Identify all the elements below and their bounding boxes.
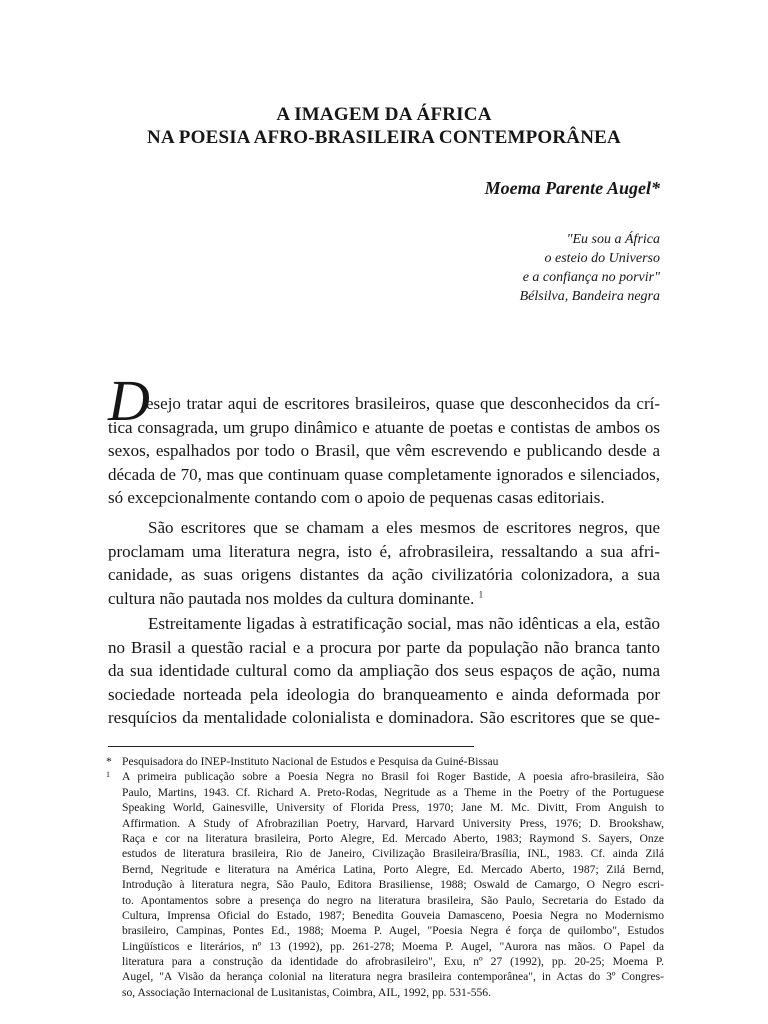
footnote-line: Bernd, Negritude e literatura na América Latina, Porto Alegre, Ed. Mercado Aberto, 1987; Zilá Bernd, bbox=[122, 862, 664, 876]
footnote-line: Paulo, Martins, 1943. Cf. Richard A. Preto-Rodas, Negritude as a Theme in the Poetry of the Portuguese bbox=[122, 785, 664, 799]
epigraph-line: e a confiança no porvir" bbox=[522, 270, 660, 285]
footnote-divider bbox=[108, 746, 474, 747]
footnote-reference[interactable]: 1 bbox=[478, 588, 484, 599]
text-line: década de 70, mas que continuam quase completamente ignorados e silenciados, bbox=[108, 464, 660, 484]
text-line: só excepcionalmente contando com o apoio de pequenas casas editoriais. bbox=[108, 488, 605, 507]
epigraph bbox=[360, 230, 660, 306]
text-line: proclamam uma literatura negra, isto é, afrobrasileira, ressaltando a sua afri- bbox=[108, 541, 660, 561]
text-line: no Brasil a questão racial e a procura por parte da população não branca tanto bbox=[108, 637, 660, 657]
text-line: resquícios da mentalidade colonialista e dominadora. São escritores que se que- bbox=[108, 708, 660, 727]
footnote-line: so, Associação Internacional de Lusitanistas, Coimbra, AIL, 1992, pp. 531-556. bbox=[122, 985, 491, 999]
article-title-line-2: NA POESIA AFRO-BRASILEIRA CONTEMPORÂNEA bbox=[147, 127, 621, 148]
footnote-1 bbox=[108, 769, 664, 1000]
footnote-line: Introdução à literatura negra, São Paulo, Editora Brasiliense, 1988; Oswald de Camargo, O Negro escri- bbox=[122, 878, 664, 892]
footnote-author bbox=[108, 754, 664, 769]
footnote-line: brasileiro, Campinas, Pontes Ed., 1988; Moema P. Augel, "Poesia Negra é força de quilombo", Estudos bbox=[122, 924, 664, 938]
footnote-line: A primeira publicação sobre a Poesia Negra no Brasil foi Roger Bastide, A poesia afro-brasileira, São bbox=[122, 770, 664, 784]
text-line-with-footnote bbox=[108, 587, 660, 611]
footnote-line: Augel, "A Visão da herança colonial na literatura negra brasileira contemporânea", in Actas do 3º Congres- bbox=[122, 970, 664, 984]
footnote-line: Pesquisadora do INEP-Instituto Nacional de Estudos e Pesquisa da Guiné-Bissau bbox=[122, 755, 499, 768]
article-title-line-1: A IMAGEM DA ÁFRICA bbox=[276, 104, 492, 125]
text-line: da sua identidade cultural como da ampliação dos seus espaços de ação, numa bbox=[108, 661, 660, 680]
text-line: tica consagrada, um grupo dinâmico e atuante de poetas e contistas de ambos os bbox=[108, 417, 660, 437]
footnote-line: literatura para a construção da identidade do afrobrasileiro", Exu, nº 27 (1992), pp. 20-25; Moema P. bbox=[122, 955, 664, 969]
footnote-line: Lingüísticos e literários, nº 13 (1992), pp. 261-278; Moema P. Augel, "Aurora nas mãos. O Papel da bbox=[122, 939, 664, 953]
epigraph-line: o esteio do Universo bbox=[544, 251, 660, 266]
text-line: canidade, as suas origens distantes da ação civilizatória colonizadora, a sua bbox=[108, 565, 660, 584]
text-line: sociedade norteada pela ideologia do branqueamento e ainda deformada por bbox=[108, 684, 660, 704]
footnote-line: to. Apontamentos sobre a presença do negro na literatura brasileira, São Paulo, Secretaria do Estado da bbox=[122, 893, 664, 907]
author-name: Moema Parente Augel* bbox=[484, 178, 660, 198]
footnote-mark: * bbox=[106, 755, 112, 768]
footnote-line: Cultura, Imprensa Oficial do Estado, 1987; Benedita Gouveia Damasceno, Poesia Negra no Modernismo bbox=[122, 908, 664, 922]
text-line: esejo tratar aqui de escritores brasileiros, quase que desconhecidos da crí- bbox=[146, 394, 660, 413]
footnotes bbox=[108, 754, 664, 1000]
paragraph-2 bbox=[108, 516, 660, 610]
text-line: Estreitamente ligadas à estratificação social, mas não idênticas a ela, estão bbox=[148, 614, 660, 633]
footnote-line: Affirmation. A Study of Afrobrazilian Poetry, Harvard, Harvard University Press, 1976; D. Brookshaw, bbox=[122, 816, 664, 830]
drop-cap: D bbox=[108, 368, 150, 433]
footnote-line: Raça e cor na literatura brasileira, Porto Alegre, Ed. Mercado Aberto, 1983; Raymond S. Sayers, Onze bbox=[122, 831, 664, 845]
epigraph-line: "Eu sou a África bbox=[566, 232, 660, 247]
text-line: sexos, espalhados por todo o Brasil, que vêm escrevendo e publicando desde a bbox=[108, 441, 660, 460]
epigraph-attribution: Bélsilva, Bandeira negra bbox=[519, 289, 660, 304]
text-line: cultura não pautada nos moldes da cultura dominante. bbox=[108, 588, 475, 608]
footnote-line: estudos de literatura brasileira, Rio de Janeiro, Civilização Brasileira/Brasília, INL, 1983. Cf. ainda Zilá bbox=[122, 847, 664, 861]
footnote-mark: 1 bbox=[106, 770, 110, 780]
paragraph-3 bbox=[108, 612, 660, 730]
footnote-line: Speaking World, Gainesville, University of Florida Press, 1970; Jane M. Mc. Divitt, From Anguish to bbox=[122, 801, 664, 815]
text-line: São escritores que se chamam a eles mesmos de escritores negros, que bbox=[148, 518, 660, 537]
paragraph-1 bbox=[108, 392, 660, 510]
